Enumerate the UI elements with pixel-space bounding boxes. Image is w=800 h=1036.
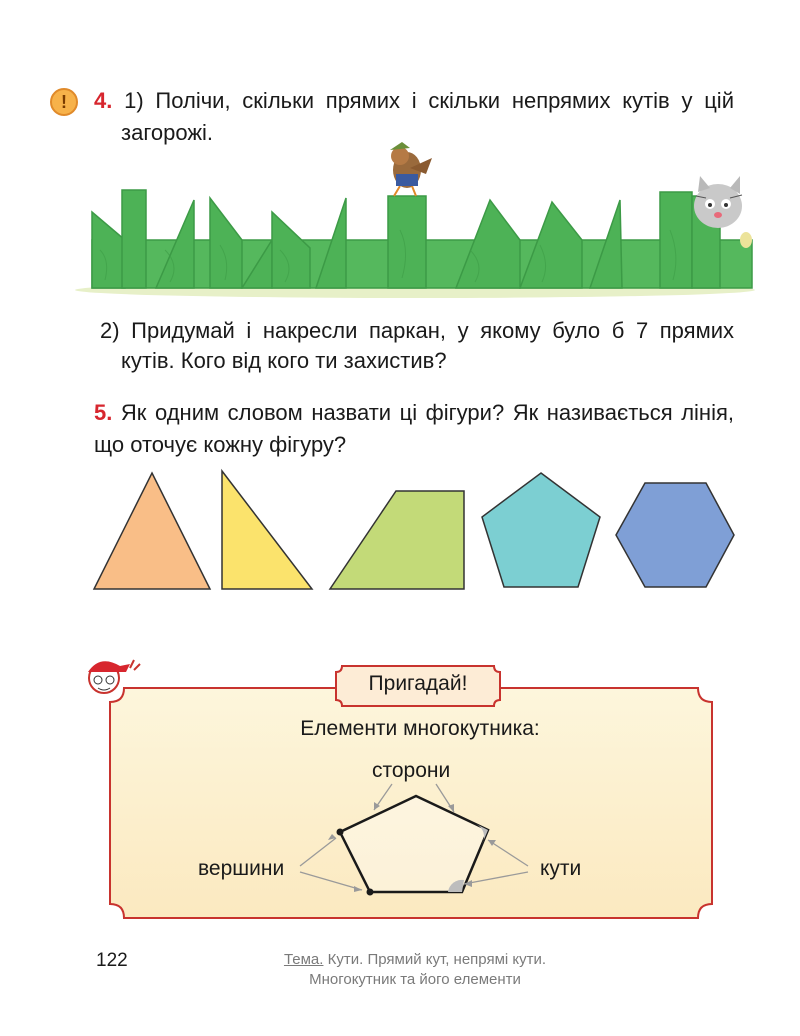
- exclamation-circle-icon: !: [50, 88, 78, 116]
- remind-label: Пригадай!: [368, 672, 468, 695]
- bird-icon: [390, 142, 432, 196]
- task4-part2-line1: 2) Придумай і накресли паркан, у якому було б 7 прямих: [100, 318, 734, 343]
- task5-text: Як одним словом назвати ці фігури? Як називається лінія,: [120, 400, 734, 425]
- label-sides: сторони: [372, 759, 451, 782]
- page-footer: [250, 950, 580, 990]
- task5-line2: що оточує кожну фігуру?: [94, 432, 347, 457]
- task4-part1-text: 1) Полічи, скільки прямих і скільки непрямих кутів у цій: [124, 88, 734, 113]
- trapezoid: [330, 491, 464, 589]
- task4-line1: [94, 85, 734, 117]
- vertex-dot: [367, 889, 374, 896]
- right-triangle: [222, 471, 312, 589]
- vertex-dot: [337, 829, 344, 836]
- fence-illustration: [70, 140, 760, 300]
- task5-number: 5.: [94, 400, 113, 425]
- task4-part2-line2: кутів. Кого від кого ти захистив?: [121, 348, 447, 373]
- shapes-row: [90, 465, 740, 595]
- isosceles-triangle: [94, 473, 210, 589]
- footer-topic-label: Тема.: [283, 951, 324, 968]
- task5-line1: [94, 397, 734, 429]
- diagram-pentagon: [340, 796, 488, 892]
- polygon-elements-diagram: [290, 780, 550, 910]
- task4-number: 4.: [94, 88, 113, 113]
- fence-boards: [92, 190, 752, 288]
- page-number: 122: [96, 950, 128, 971]
- hexagon: [616, 483, 734, 587]
- pentagon: [482, 473, 600, 587]
- label-angles: кути: [540, 857, 582, 880]
- task4-line2: загорожі.: [121, 120, 214, 145]
- footer-line2: Многокутник та його елементи: [309, 971, 521, 988]
- footer-topic-text: Кути. Прямий кут, непрямі кути.: [327, 951, 547, 968]
- remind-title: Елементи многокутника:: [300, 717, 540, 740]
- label-vertices: вершини: [198, 857, 285, 880]
